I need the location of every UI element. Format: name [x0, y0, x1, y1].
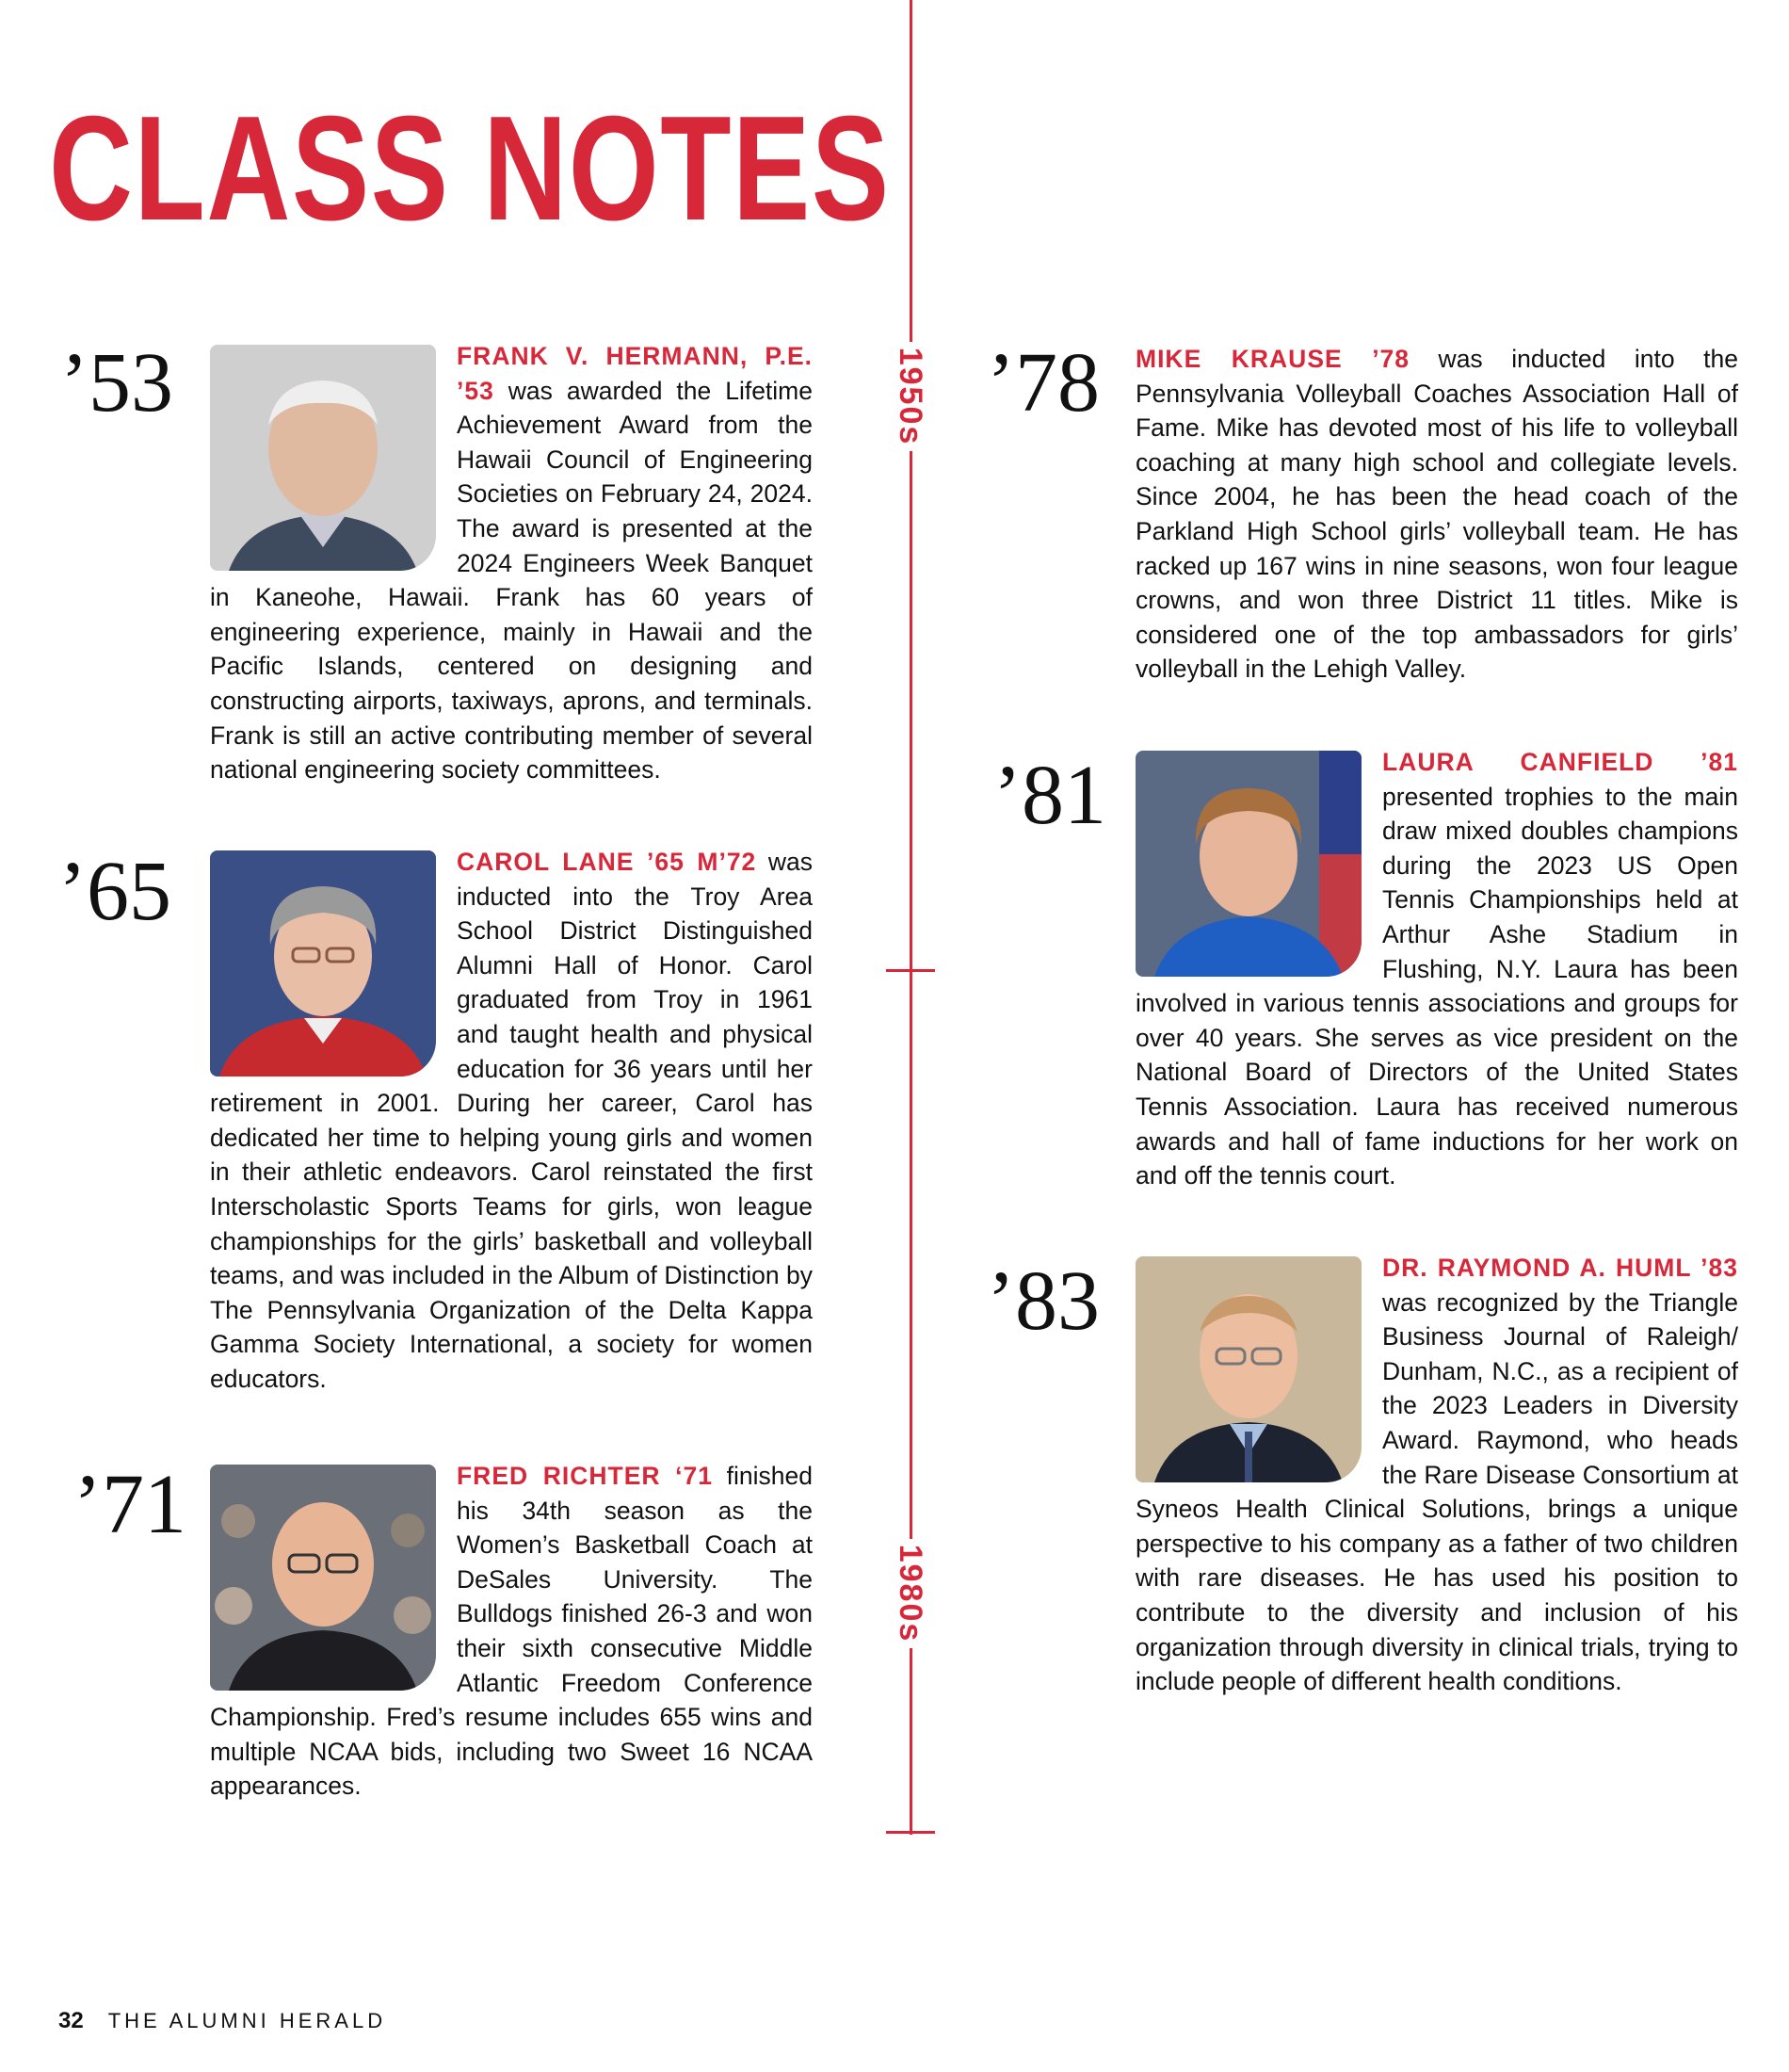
alumnus-name: LAURA CANFIELD ’81: [1382, 748, 1738, 776]
page-footer: [58, 2008, 386, 2034]
note-text: was inducted into the Pennsylvania Volleyball Coaches Association Hall of Fame. Mike has devoted most of his life to volleyball coaching at many high school and collegiate levels. Since 2004, he has been the head coach of the Parkland High School girls’ volleyball team. He has racked up 167 wins in nine seasons, won four league crowns, and won three District 11 titles. Mike is considered one of the top ambassadors for girls’ volleyball in the Lehigh Valley.: [1136, 345, 1738, 684]
timeline-tick: [886, 1831, 935, 1834]
portrait-photo: [1136, 751, 1362, 977]
class-note-entry: [210, 845, 813, 1397]
note-text: was awarded the Lifetime Achievement Award from the Hawaii Council of Engineering Societies on February 24, 2024. The award is presented at the 2024 Engineers Week Banquet in Kaneohe, Hawaii. Frank has 60 years of engineering experience, mainly in Hawaii and the Pacific Islands, centered on designing and constructing airports, taxiways, aprons, and terminals. Frank is still an active contributing member of several national engineering society committees.: [210, 376, 813, 785]
class-note-entry: [210, 339, 813, 787]
alumnus-name: FRED RICHTER ‘71: [457, 1462, 714, 1490]
note-text: presented trophies to the main draw mixed doubles champions during the 2023 US Open Tennis Championships held at Arthur Ashe Stadium in Flushing, N.Y. Laura has been involved in various tennis associations and groups for over 40 years. She serves as vice president on the National Board of Directors of the United States Tennis Association. Laura has received numerous awards and hall of fame inductions for her work on and off the tennis court.: [1136, 782, 1738, 1190]
alumnus-name: CAROL LANE ’65 M’72: [457, 848, 757, 876]
portrait-photo: [210, 1465, 436, 1691]
class-note-entry: [1136, 745, 1738, 1193]
class-note-entry: [1136, 342, 1738, 687]
class-year: ’83: [987, 1255, 1100, 1348]
alumnus-name: DR. RAYMOND A. HUML ’83: [1382, 1254, 1738, 1282]
note-text: was inducted into the Troy Area School District Distinguished Alumni Hall of Honor. Carol graduated from Troy in 1961 and taught health and physical education for 36 years until her retirement in 2001. During her career, Carol has dedicated her time to helping young girls and women in their athletic endeavors. Carol reinstated the first Interscholastic Sports Teams for girls, won league championships for the girls’ basketball and volleyball teams, and was included in the Album of Distinction by The Pennsylvania Organization of the Delta Kappa Gamma Society International, a society for women educators.: [210, 848, 813, 1393]
portrait-photo: [210, 850, 436, 1076]
note-text: finished his 34th season as the Women’s Basketball Coach at DeSales University. The Bulldogs finished 26-3 and won their sixth consecutive Middle Atlantic Freedom Conference Championship. Fred’s resume includes 655 wins and multiple NCAA bids, including two Sweet 16 NCAA appearances.: [210, 1462, 814, 1801]
class-note-entry: [1136, 1251, 1738, 1699]
class-note-entry: [210, 1459, 813, 1804]
alumnus-name: FRANK V. HERMANN, P.E. ’53: [457, 342, 813, 405]
class-year: ’53: [60, 336, 173, 429]
timeline-tick: [886, 969, 935, 972]
class-year: ’81: [993, 749, 1106, 842]
page-number: 32: [58, 2008, 84, 2033]
class-year: ’78: [987, 336, 1100, 429]
page-title: CLASS NOTES: [49, 86, 891, 251]
alumnus-name: MIKE KRAUSE ’78: [1136, 345, 1410, 373]
class-year: ’65: [58, 845, 171, 938]
portrait-photo: [210, 345, 436, 571]
note-text: was recognized by the Triangle Business Journal of Raleigh/ Dunham, N.C., as a recipient of the 2023 Leaders in Diversity Award. Raymond, who heads the Rare Disease Consortium at Syneos Health Clinical Solutions, brings a unique perspective to his company as a father of two children with rare diseases. He has used his position to contribute to the diversity and inclusion of his organization through diversity in clinical trials, trying to include people of different health conditions.: [1136, 1287, 1738, 1696]
portrait-photo: [1136, 1256, 1362, 1482]
publication-name: THE ALUMNI HERALD: [107, 2009, 387, 2032]
class-year: ’71: [73, 1458, 186, 1551]
